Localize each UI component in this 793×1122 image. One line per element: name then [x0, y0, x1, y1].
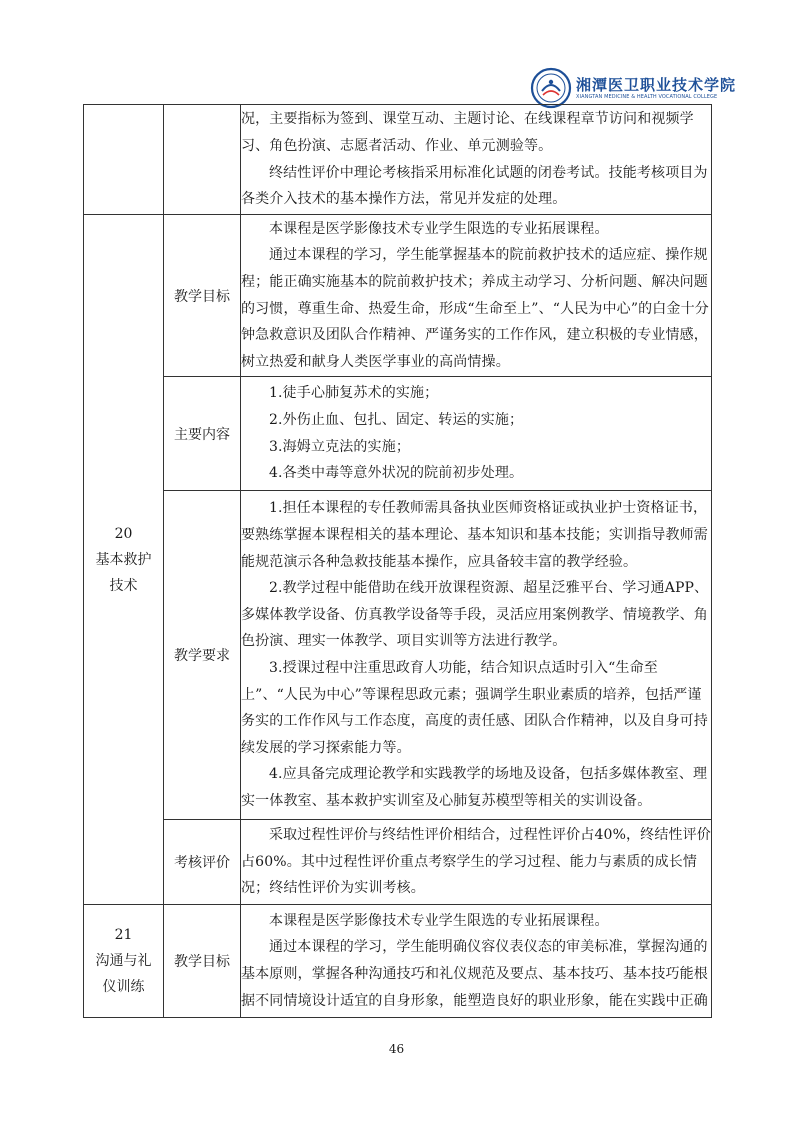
college-name-cn: 湘潭医卫职业技术学院 [576, 75, 737, 94]
paragraph: 通过本课程的学习，学生能掌握基本的院前救护技术的适应症、操作规程；能正确实施基本的院前救护技术；养成主动学习、分析问题、解决问题的习惯，尊重生命、热爱生命，形成“生命至上”、“人民为中心”的白金十分钟急救意识及团队合作精神、严谨务实的工作作风，建立积极的专业情感，树立热爱和献身人类医学事业的高尚情操。 [241, 247, 709, 370]
list-item: 1.徒手心肺复苏术的实施； [269, 385, 439, 402]
list-item: 4.各类中毒等意外状况的院前初步处理。 [269, 465, 524, 482]
course-name-line: 技术 [109, 577, 138, 594]
label-teaching-goal: 教学目标 [164, 905, 241, 1018]
teaching-goal-content [241, 905, 712, 1018]
label-teaching-requirements: 教学要求 [164, 491, 241, 820]
college-emblem-icon [530, 67, 572, 109]
table-row [84, 820, 712, 905]
table-row [84, 905, 712, 1018]
page-number: 46 [388, 1042, 405, 1056]
paragraph: 终结性评价中理论考核指采用标准化试题的闭卷考试。技能考核项目为各类介入技术的基本操作方法，常见并发症的处理。 [241, 164, 708, 208]
list-item: 3.海姆立克法的实施； [269, 438, 411, 455]
course-name-line: 基本救护 [95, 551, 152, 568]
label-main-content: 主要内容 [164, 377, 241, 491]
label-assessment: 考核评价 [164, 820, 241, 905]
assessment-content [241, 820, 712, 905]
paragraph: 本课程是医学影像技术专业学生限选的专业拓展课程。 [269, 220, 609, 237]
college-name-en: XIANGTAN MEDICINE & HEALTH VOCATIONAL COLLEGE [576, 93, 718, 100]
teaching-requirements-content [241, 491, 712, 820]
teaching-goal-content [241, 215, 712, 377]
paragraph: 通过本课程的学习，学生能明确仪容仪表仪态的审美标准，掌握沟通的基本原则，掌握各种沟通技巧和礼仪规范及要点、基本技巧、基本技巧能根据不同情境设计适宜的自身形象，能塑造良好的职业形象，能在实践中正确 [241, 939, 708, 1009]
table-row [84, 215, 712, 377]
table-row [84, 377, 712, 491]
paragraph: 本课程是医学影像技术专业学生限选的专业拓展课程。 [269, 912, 609, 929]
table-row [84, 105, 712, 215]
course-name-cell [84, 215, 164, 905]
paragraph: 3.授课过程中注重思政育人功能，结合知识点适时引入“生命至上”、“人民为中心”等课程思政元素；强调学生职业素质的培养，包括严谨务实的工作作风与工作态度，高度的责任感、团队合作精神，以及自身可持续发展的学习探索能力等。 [241, 660, 708, 756]
course-name-line: 沟通与礼 [95, 953, 152, 969]
paragraph: 况，主要指标为签到、课堂互动、主题讨论、在线课程章节访问和视频学习、角色扮演、志愿者活动、作业、单元测验等。 [241, 111, 694, 154]
label-teaching-goal: 教学目标 [164, 215, 241, 377]
paragraph: 1.担任本课程的专任教师需具备执业医师资格证或执业护士资格证书，要熟练掌握本课程相关的基本理论、基本知识和基本技能；实训指导教师需能规范演示各种急救技能基本操作，应具备较丰富的教学经验。 [241, 500, 708, 570]
continued-content-cell [241, 105, 712, 215]
paragraph: 2.教学过程中能借助在线开放课程资源、超星泛雅平台、学习通APP、多媒体教学设备、仿真教学设备等手段，灵活应用案例教学、情境教学、角色扮演、理实一体教学、项目实训等方法进行教学。 [241, 580, 709, 650]
label-cell [164, 105, 241, 215]
course-cell [84, 105, 164, 215]
course-number: 21 [114, 927, 133, 943]
course-name-line: 仪训练 [102, 979, 145, 995]
course-name-cell [84, 905, 164, 1018]
main-content-list [241, 377, 712, 491]
paragraph: 4.应具备完成理论教学和实践教学的场地及设备，包括多媒体教室、理实一体教室、基本救护实训室及心肺复苏模型等相关的实训设备。 [241, 766, 708, 809]
table-row [84, 491, 712, 820]
course-number: 20 [114, 525, 133, 542]
paragraph: 采取过程性评价与终结性评价相结合，过程性评价占40%，终结性评价占60%。其中过程性评价重点考察学生的学习过程、能力与素质的成长情况；终结性评价为实训考核。 [241, 827, 711, 897]
curriculum-table [83, 104, 712, 1018]
list-item: 2.外伤止血、包扎、固定、转运的实施； [269, 411, 524, 428]
